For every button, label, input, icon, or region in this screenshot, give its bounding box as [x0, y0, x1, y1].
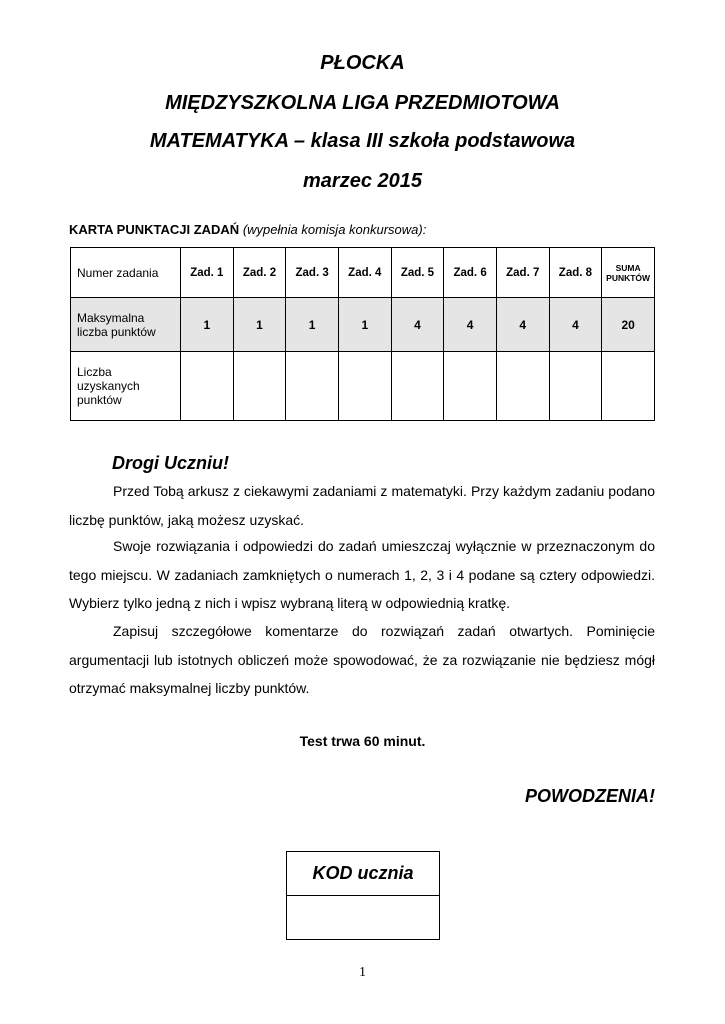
header-task-3: Zad. 3	[286, 248, 339, 298]
score-card-note: (wypełnia komisja konkursowa):	[242, 222, 427, 237]
good-luck-message: POWODZENIA!	[525, 786, 655, 806]
max-points-task-7: 4	[496, 298, 549, 352]
instruction-paragraph-2: Swoje rozwiązania i odpowiedzi do zadań umieszczaj wyłącznie w przeznaczonym do tego miejscu. W zadaniach zamkniętych o numerach 1, 2, 3 i 4 podane są cztery odpowiedzi. Wybierz tylko jedną z nich i wpisz wybraną literą w odpowiednią kratkę.	[69, 538, 655, 611]
title-date: marzec 2015	[303, 170, 422, 192]
score-table	[70, 247, 655, 421]
obtained-points-task-6[interactable]	[444, 352, 497, 421]
max-points-task-6: 4	[444, 298, 497, 352]
student-code-label: KOD ucznia	[287, 852, 439, 896]
obtained-points-task-7[interactable]	[496, 352, 549, 421]
header-task-1: Zad. 1	[181, 248, 234, 298]
header-sum-line1: SUMA	[615, 262, 641, 273]
student-code-box	[286, 851, 440, 940]
header-task-2: Zad. 2	[233, 248, 286, 298]
max-points-task-3: 1	[286, 298, 339, 352]
table-row-max-points	[71, 298, 655, 352]
header-sum-line2: PUNKTÓW	[606, 272, 651, 283]
row-label-max-points: Maksymalna liczba punktów	[71, 298, 181, 352]
row-label-obtained-points: Liczba uzyskanych punktów	[71, 352, 181, 421]
test-duration: Test trwa 60 minut.	[299, 733, 426, 749]
table-row-obtained-points	[71, 352, 655, 421]
student-code-field[interactable]	[287, 896, 439, 939]
obtained-points-task-8[interactable]	[549, 352, 602, 421]
obtained-points-task-1[interactable]	[181, 352, 234, 421]
max-points-total: 20	[602, 298, 655, 352]
obtained-points-task-2[interactable]	[233, 352, 286, 421]
header-task-4: Zad. 4	[338, 248, 391, 298]
obtained-points-task-5[interactable]	[391, 352, 444, 421]
max-points-task-5: 4	[391, 298, 444, 352]
header-task-8: Zad. 8	[549, 248, 602, 298]
max-points-task-1: 1	[181, 298, 234, 352]
instruction-paragraph-3: Zapisuj szczegółowe komentarze do rozwiązań zadań otwartych. Pominięcie argumentacji lub istotnych obliczeń może spowodować, że za rozwiązanie nie będziesz mógł otrzymać maksymalnej liczby punktów.	[69, 623, 655, 696]
obtained-points-total[interactable]	[602, 352, 655, 421]
score-card-title: KARTA PUNKTACJI ZADAŃ	[69, 222, 240, 237]
max-points-task-8: 4	[549, 298, 602, 352]
table-row-task-numbers	[71, 248, 655, 298]
title-subject: MATEMATYKA – klasa III szkoła podstawowa	[149, 130, 576, 152]
header-task-5: Zad. 5	[391, 248, 444, 298]
header-task-6: Zad. 6	[444, 248, 497, 298]
title-city: PŁOCKA	[320, 52, 405, 74]
greeting: Drogi Uczniu!	[112, 453, 229, 473]
max-points-task-2: 1	[233, 298, 286, 352]
page-number: 1	[359, 965, 366, 980]
instruction-paragraph-1: Przed Tobą arkusz z ciekawymi zadaniami z matematyki. Przy każdym zadaniu podano liczbę punktów, jaką możesz uzyskać.	[69, 483, 655, 528]
row-label-task-number: Numer zadania	[71, 248, 181, 298]
header-task-7: Zad. 7	[496, 248, 549, 298]
max-points-task-4: 1	[338, 298, 391, 352]
obtained-points-task-3[interactable]	[286, 352, 339, 421]
header-sum	[602, 248, 655, 298]
title-league: MIĘDZYSZKOLNA LIGA PRZEDMIOTOWA	[165, 92, 560, 114]
score-card-heading	[69, 222, 426, 237]
obtained-points-task-4[interactable]	[338, 352, 391, 421]
